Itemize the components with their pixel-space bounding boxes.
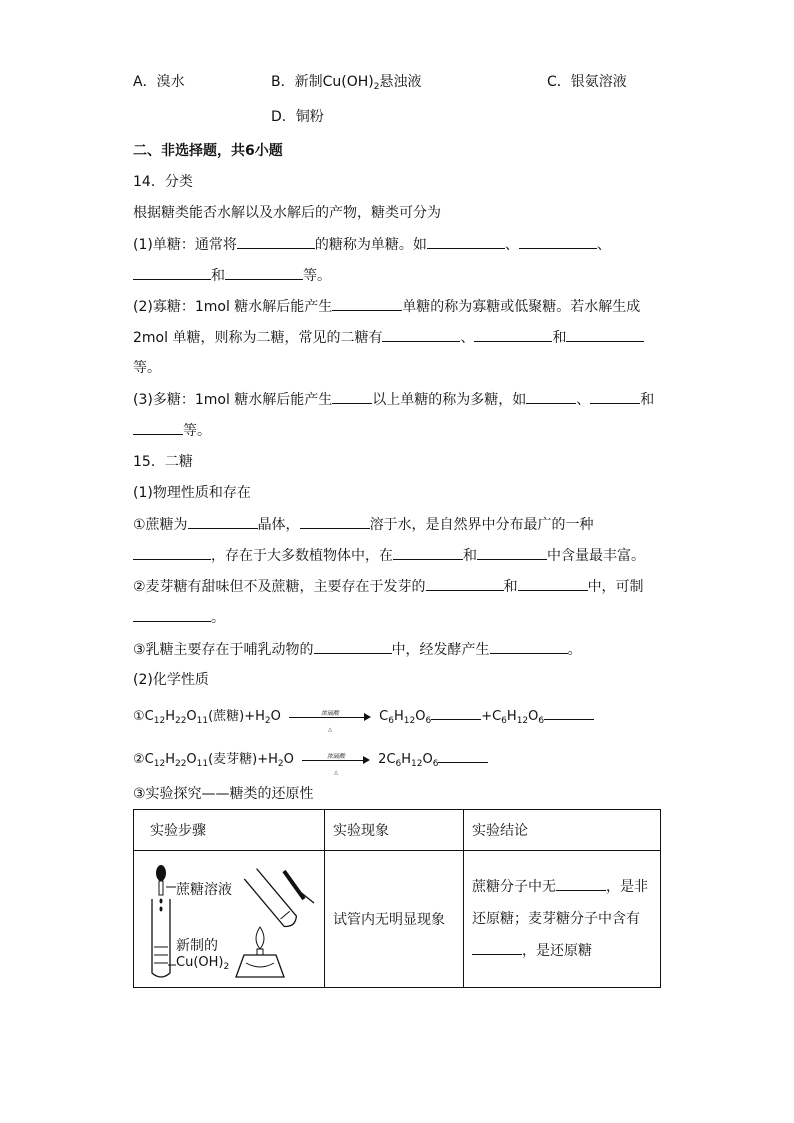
text: 和: [503, 579, 518, 595]
q15-s1-line2: [133, 545, 645, 566]
q14-part1-line1: [133, 234, 611, 255]
subscript: 22: [174, 716, 187, 726]
experiment-table: [133, 809, 661, 988]
text: +C: [481, 709, 502, 724]
answer-blank[interactable]: [225, 265, 303, 280]
text: 等。: [303, 268, 331, 284]
text: ③乳糖主要存在于哺乳动物的: [133, 642, 314, 658]
header-cell: 实验现象: [325, 810, 464, 851]
table-header-row: [134, 810, 661, 851]
q15-title: 15．二糖: [133, 454, 193, 470]
option-d: D．铜粉: [271, 109, 324, 125]
answer-blank[interactable]: [544, 705, 594, 720]
text: ，是还原糖: [522, 943, 592, 959]
text: 中，经发酵产生: [391, 642, 490, 658]
q15-sub3: ③实验探究——糖类的还原性: [133, 786, 314, 802]
q15-s2-line2: [133, 607, 225, 628]
text: O: [415, 709, 426, 724]
subscript: 6: [432, 759, 439, 769]
text: ①C: [133, 709, 154, 724]
answer-blank[interactable]: [133, 545, 211, 560]
label-cuoh2: [176, 955, 229, 972]
answer-blank[interactable]: [438, 748, 488, 763]
q14-title: 14．分类: [133, 174, 193, 190]
answer-blank[interactable]: [518, 576, 588, 591]
answer-blank[interactable]: [133, 607, 211, 622]
lamp-wick-holder: [257, 949, 263, 955]
header-cell: 实验结论: [464, 810, 661, 851]
subscript: 2: [277, 759, 284, 769]
text: H: [165, 709, 175, 724]
answer-blank[interactable]: [519, 234, 597, 249]
text: (1)单糖：通常将: [133, 237, 237, 253]
subscript: 2: [223, 962, 230, 972]
answer-blank[interactable]: [474, 327, 552, 342]
conclusion-line: 还原糖；麦芽糖分子中含有: [472, 911, 640, 927]
text: 中，可制: [587, 579, 644, 595]
answer-blank[interactable]: [490, 639, 568, 654]
answer-blank[interactable]: [188, 514, 258, 529]
answer-blank[interactable]: [526, 389, 576, 404]
option-b: [271, 72, 421, 97]
subscript: 12: [411, 759, 423, 769]
text: 和: [552, 330, 567, 346]
answer-blank[interactable]: [393, 545, 463, 560]
text: (2)寡糖：1mol 糖水解后能产生: [133, 299, 333, 315]
answer-blank[interactable]: [590, 389, 640, 404]
text: 2C: [378, 752, 396, 767]
answer-blank[interactable]: [427, 234, 505, 249]
separator: 、: [504, 237, 519, 253]
separator: 、: [596, 237, 611, 253]
answer-blank[interactable]: [472, 940, 522, 955]
q15-s3: [133, 639, 582, 660]
text: 晶体，: [257, 517, 300, 533]
answer-blank[interactable]: [332, 296, 402, 311]
answer-blank[interactable]: [477, 545, 547, 560]
text: 溶于水，是自然界中分布最广的一种: [369, 517, 594, 533]
answer-blank[interactable]: [332, 389, 372, 404]
text: H: [506, 709, 517, 724]
text: 2mol 单糖，则称为二糖，常见的二糖有: [133, 330, 383, 346]
subscript: 12: [403, 716, 416, 726]
text: O: [186, 709, 197, 724]
subscript: 6: [395, 759, 402, 769]
option-b-prefix: B．新制: [271, 74, 323, 90]
flame: [256, 927, 264, 949]
text: 和: [463, 548, 477, 564]
text: 等。: [183, 423, 211, 439]
text: O: [528, 709, 539, 724]
conclusion-cell: [464, 851, 661, 988]
subscript: 12: [153, 716, 166, 726]
text: ①蔗糖为: [133, 517, 188, 533]
q14-part2-line1: [133, 296, 640, 317]
text: 。: [567, 642, 582, 658]
equation-2: [133, 748, 488, 774]
subscript: 11: [196, 759, 209, 769]
phenomenon-cell: 试管内无明显现象: [325, 851, 464, 988]
header-label: 实验步骤: [150, 823, 206, 839]
text: 和: [640, 392, 655, 408]
text: ②C: [133, 752, 154, 767]
answer-blank[interactable]: [314, 639, 392, 654]
conclusion-line: [472, 935, 652, 967]
option-a: A．溴水: [133, 74, 185, 90]
subscript: 11: [196, 716, 209, 726]
text: ②麦芽糖有甜味但不及蔗糖，主要存在于发芽的: [133, 579, 426, 595]
text: 的糖称为单糖。如: [314, 237, 427, 253]
q15-s1-line1: [133, 514, 594, 535]
reaction-arrow: [289, 709, 371, 733]
subscript: 12: [153, 759, 166, 769]
text: ，是非: [606, 879, 648, 895]
tube-holder: [284, 871, 304, 899]
text: (麦芽糖)+H: [208, 752, 278, 767]
label-fresh: 新制的: [176, 938, 218, 954]
header-cell: [134, 810, 325, 851]
conclusion-line: [472, 871, 652, 903]
heat-symbol: △: [328, 726, 332, 733]
answer-blank[interactable]: [237, 234, 315, 249]
apparatus-cell: [134, 851, 325, 988]
text: O: [422, 752, 433, 767]
section-title: 二、非选择题，共6小题: [133, 143, 283, 159]
q14-intro: 根据糖类能否水解以及水解后的产物，糖类可分为: [133, 205, 441, 221]
option-b-suffix: 悬浊液: [379, 74, 422, 90]
text: H: [401, 752, 412, 767]
text: H: [165, 752, 175, 767]
text: 单糖的称为寡糖或低聚糖。若水解生成: [402, 299, 641, 315]
text: 以上单糖的称为多糖，如: [372, 392, 527, 408]
q14-part2-line2: [133, 327, 644, 348]
alcohol-lamp: [236, 955, 284, 977]
q15-sub2: (2)化学性质: [133, 672, 209, 688]
q15-sub1: (1)物理性质和存在: [133, 485, 251, 501]
answer-blank[interactable]: [133, 420, 183, 435]
answer-blank[interactable]: [556, 876, 606, 891]
subscript: 6: [388, 716, 394, 726]
answer-blank[interactable]: [133, 265, 211, 280]
text: O: [270, 709, 281, 724]
answer-blank[interactable]: [382, 327, 460, 342]
q14-part3-line2: [133, 420, 211, 441]
option-b-subscript: 2: [373, 82, 380, 92]
text: 中含量最丰富。: [547, 548, 645, 564]
drop: [160, 907, 163, 912]
drop: [160, 899, 163, 904]
condition-label: 浓硫酸: [321, 709, 340, 717]
dropper-tube: [159, 881, 163, 895]
reaction-arrow: [302, 752, 370, 776]
text: O: [186, 752, 197, 767]
text: 。: [211, 610, 225, 626]
answer-blank[interactable]: [300, 514, 370, 529]
separator: 、: [576, 392, 591, 408]
q14-part2-line3: 等。: [133, 360, 161, 376]
text: H: [393, 709, 404, 724]
subscript: 2: [264, 716, 271, 726]
q15-s2-line1: [133, 576, 644, 597]
text: 蔗糖分子中无: [472, 879, 556, 895]
separator: 、: [460, 330, 475, 346]
heat-symbol: △: [334, 769, 338, 776]
text: (3)多糖：1mol 糖水解后能产生: [133, 392, 333, 408]
text: (蔗糖)+H: [208, 709, 265, 724]
subscript: 6: [425, 716, 432, 726]
condition-label: 浓硫酸: [327, 752, 346, 760]
text: ，存在于大多数植物体中，在: [211, 548, 393, 564]
q14-part3-line1: [133, 389, 654, 410]
text: 和: [211, 268, 225, 284]
option-b-formula: Cu(OH): [322, 74, 374, 90]
answer-blank[interactable]: [426, 576, 504, 591]
text: C: [379, 709, 389, 724]
answer-blank[interactable]: [431, 705, 481, 720]
q14-part1-line2: [133, 265, 331, 286]
label-sucrose-solution: 蔗糖溶液: [176, 882, 232, 898]
option-c: C．银氨溶液: [547, 74, 627, 90]
equation-1: [133, 705, 594, 731]
subscript: 6: [501, 716, 507, 726]
subscript: 12: [516, 716, 529, 726]
table-row: [134, 851, 661, 988]
dropper-bulb: [156, 865, 166, 881]
answer-blank[interactable]: [566, 327, 644, 342]
subscript: 6: [538, 716, 545, 726]
formula: Cu(OH): [176, 955, 224, 970]
subscript: 22: [174, 759, 187, 769]
text: O: [283, 752, 294, 767]
